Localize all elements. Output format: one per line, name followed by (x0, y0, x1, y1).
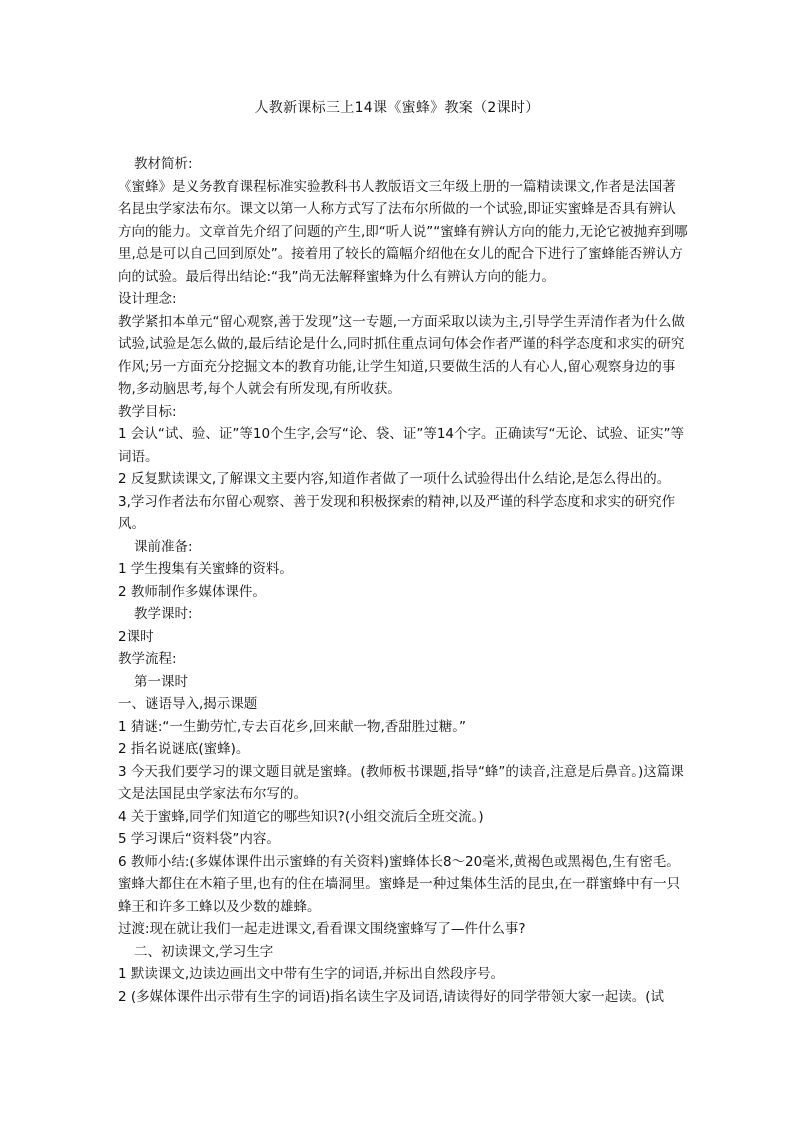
paragraph: 教学紧扣本单元“留心观察,善于发现”这一专题,一方面采取以读为主,引导学生弄清作者为什么做试验,试验是怎么做的,最后结论是什么,同时抓住重点词句体会作者严谨的科学态度和求实的研究作风;另一方面充分挖掘文本的教育功能,让学生知道,只要做生活的人有心人,留心观察身边的事物,多动脑思考,每个人就会有所发现,有所收获。 (118, 313, 685, 397)
paragraph: 过渡:现在就让我们一起走进课文,看看课文围绕蜜蜂写了—件什么事? (118, 921, 526, 937)
paragraph: 3 今天我们要学习的课文题目就是蜜蜂。(教师板书课题,指导“蜂”的读音,注意是后鼻音。)这篇课文是法国昆虫学家法布尔写的。 (118, 763, 684, 802)
paragraph: 二、初读课文,学习生字 (134, 943, 274, 960)
paragraph: 1 会认“试、验、证”等10个生字,会写“论、袋、证”等14个字。正确读写“无论、试验、证实”等词语。 (118, 426, 684, 465)
paragraph: 课前准备: (134, 538, 193, 555)
document-body (118, 153, 688, 1008)
paragraph: 教学课时: (134, 606, 193, 622)
paragraph: 6 教师小结:(多媒体课件出示蜜蜂的有关资料)蜜蜂体长8～20毫米,黄褐色或黑褐色,生有密毛。蜜蜂大都住在木箱子里,也有的住在墙洞里。蜜蜂是一种过集体生活的昆虫,在一群蜜蜂中有一只蜂王和许多工蜂以及少数的雄蜂。 (118, 853, 681, 915)
document-title: 人教新课标三上14课《蜜蜂》教案（2课时） (254, 100, 540, 116)
paragraph: 2 (多媒体课件出示带有生字的词语)指名读生字及词语,请读得好的同学带领大家一起读。(试 (118, 988, 664, 1005)
paragraph: 第一课时 (134, 673, 188, 690)
paragraph: 1 学生搜集有关蜜蜂的资料。 (118, 561, 293, 577)
paragraph: 5 学习课后“资料袋”内容。 (118, 831, 280, 847)
paragraph: 教学目标: (118, 403, 177, 420)
paragraph: 1 猜谜:“一生勤劳忙,专去百花乡,回来献一物,香甜胜过糖。” (118, 718, 467, 735)
paragraph: 一、谜语导入,揭示课题 (118, 696, 258, 712)
paragraph: 《蜜蜂》是义务教育课程标准实验教科书人教版语文三年级上册的一篇精读课文,作者是法国著名昆虫学家法布尔。课文以第一人称方式写了法布尔所做的一个试验,即证实蜜蜂是否具有辨认方向的能力。文章首先介绍了问题的产生,即“听人说”“蜜蜂有辨认方向的能力,无论它被抛弃到哪里,总是可以自己回到原处”。接着用了较长的篇幅介绍他在女儿的配合下进行了蜜蜂能否辨认方向的试验。最后得出结论:“我”尚无法解释蜜蜂为什么有辨认方向的能力。 (118, 178, 688, 285)
paragraph: 2课时 (118, 628, 154, 645)
paragraph: 教学流程: (118, 651, 177, 667)
paragraph: 1 默读课文,边读边画出文中带有生字的词语,并标出自然段序号。 (118, 966, 504, 982)
paragraph: 4 关于蜜蜂,同学们知道它的哪些知识?(小组交流后全班交流。) (118, 808, 484, 825)
paragraph: 3,学习作者法布尔留心观察、善于发现和积极探索的精神,以及严谨的科学态度和求实的研究作风。 (118, 493, 676, 532)
paragraph: 2 反复默读课文,了解课文主要内容,知道作者做了一项什么试验得出什么结论,是怎么得出的。 (118, 471, 671, 487)
paragraph: 设计理念: (118, 291, 177, 307)
paragraph: 2 教师制作多媒体课件。 (118, 583, 266, 600)
paragraph: 教材简析: (134, 156, 193, 172)
paragraph: 2 指名说谜底(蜜蜂)。 (118, 741, 250, 757)
